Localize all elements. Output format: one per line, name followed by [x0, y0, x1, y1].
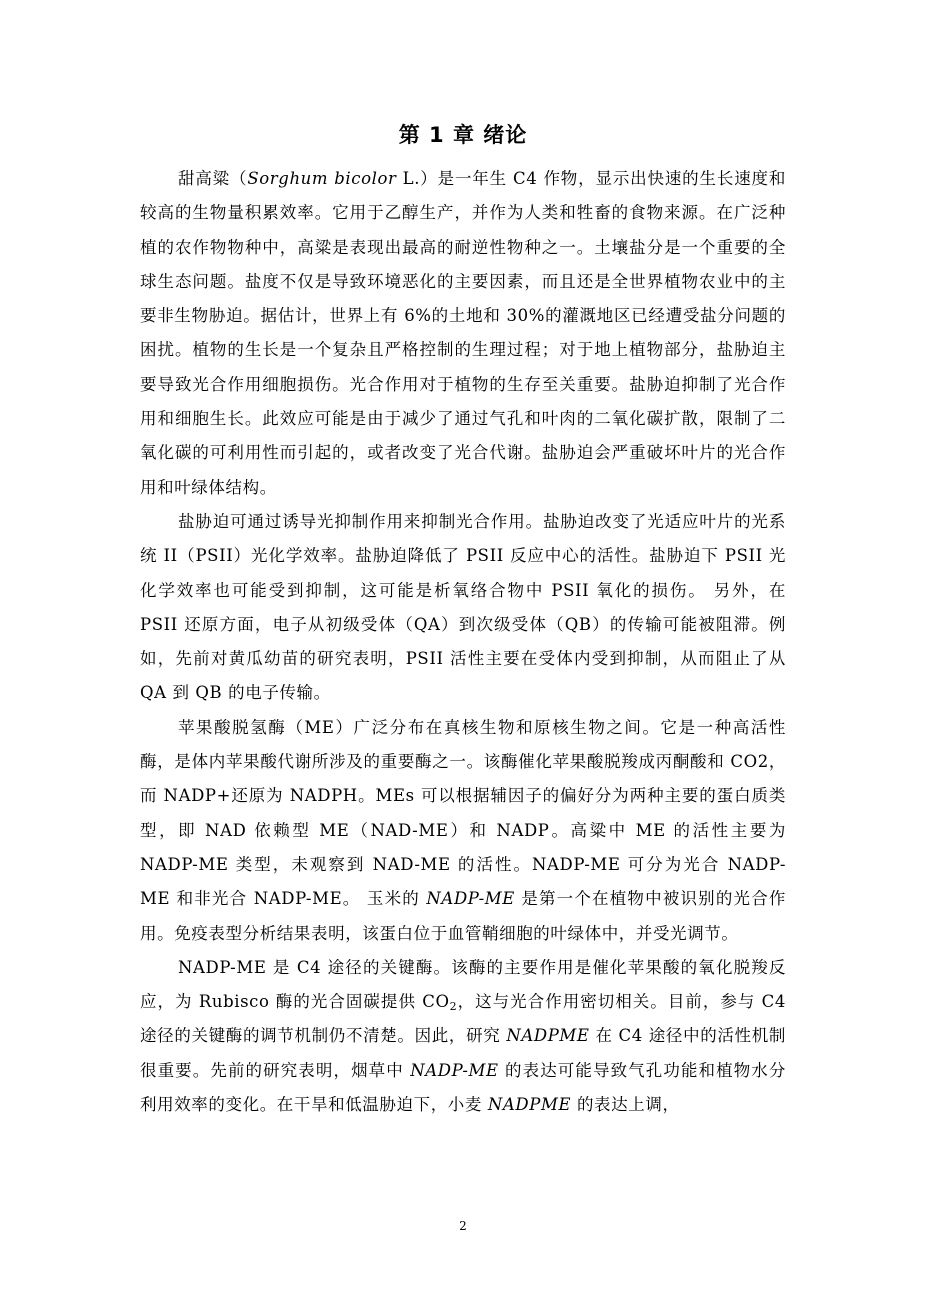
chapter-title: 第 1 章 绪论 [398, 123, 528, 147]
paragraph-3 [140, 711, 786, 951]
paragraph-4-text-d: 的表达可能导致气孔功能和植物水分利用效率的变化。在干旱和低温胁迫下，小麦 [140, 1060, 786, 1115]
paragraph-1 [140, 162, 786, 505]
paragraph-2-text: 盐胁迫可通过诱导光抑制作用来抑制光合作用。盐胁迫改变了光适应叶片的光系统 II（PSII）光化学效率。盐胁迫降低了 PSII 反应中心的活性。盐胁迫下 PSII 光化学效率也可能受到抑制，这可能是析氧络合物中 PSII 氧化的损伤。 另外，在 PSII 还原方面，电子从初级受体（QA）到次级受体（QB）的传输可能被阻滞。例如，先前对黄瓜幼苗的研究表明，PSII 活性主要在受体内受到抑制，从而阻止了从 QA 到 QB 的电子传输。 [140, 511, 786, 703]
species-name: Sorghum bicolor [247, 169, 397, 188]
gene-name: NADPME [506, 1026, 590, 1046]
paragraph-4-text-a: NADP-ME 是 C4 途径的关键酶。该酶的主要作用是催化苹果酸的氧化脱羧反应，为 Rubisco 酶的光合固碳提供 CO [140, 957, 786, 1012]
paragraph-1-text-a: 甜高粱（ [178, 169, 248, 188]
paragraph-3-text-a: 苹果酸脱氢酶（ME）广泛分布在真核生物和原核生物之间。它是一种高活性酶，是体内苹果酸代谢所涉及的重要酶之一。该酶催化苹果酸脱羧成丙酮酸和 CO2，而 NADP+还原为 NADPH。MEs 可以根据辅因子的偏好分为两种主要的蛋白质类型，即 NAD 依赖型 ME（NAD-ME）和 NADP。高粱中 ME 的活性主要为 NADP-ME 类型，未观察到 NAD-ME 的活性。NADP-ME 可分为光合 NADP-ME 和非光合 NADP-ME。 玉米的 [140, 717, 786, 909]
paragraph-4-text-b: ，这与光合作用密切相关。目前，参与 C4 途径的关键酶的调节机制仍不清楚。因此，研究 [140, 992, 786, 1046]
paragraph-2 [140, 505, 786, 711]
gene-name: NADP-ME [426, 889, 515, 909]
body-text [140, 162, 786, 1122]
gene-name: NADP-ME [410, 1060, 499, 1080]
paragraph-1-text-b: L.）是一年生 C4 作物，显示出快速的生长速度和较高的生物量积累效率。它用于乙醇生产，并作为人类和牲畜的食物来源。在广泛种植的农作物物种中，高粱是表现出最高的耐逆性物种之一。土壤盐分是一个重要的全球生态问题。盐度不仅是导致环境恶化的主要因素，而且还是全世界植物农业中的主要非生物胁迫。据估计，世界上有 6%的土地和 30%的灌溉地区已经遭受盐分问题的困扰。植物的生长是一个复杂且严格控制的生理过程；对于地上植物部分，盐胁迫主要导致光合作用细胞损伤。光合作用对于植物的生存至关重要。盐胁迫抑制了光合作用和细胞生长。此效应可能是由于减少了通过气孔和叶肉的二氧化碳扩散，限制了二氧化碳的可利用性而引起的，或者改变了光合代谢。盐胁迫会严重破坏叶片的光合作用和叶绿体结构。 [140, 169, 786, 497]
page-number: 2 [459, 1219, 467, 1233]
paragraph-3-text-b: 是第一个在植物中被识别的光合作用。免疫表型分析结果表明，该蛋白位于血管鞘细胞的叶绿体中，并受光调节。 [140, 889, 786, 943]
paragraph-4-text-c: 在 C4 途径中的活性机制很重要。先前的研究表明，烟草中 [140, 1026, 786, 1080]
paragraph-4-text-e: 的表达上调， [571, 1095, 680, 1115]
gene-name: NADPME [487, 1095, 572, 1115]
subscript: 2 [449, 1000, 458, 1014]
paragraph-4 [140, 951, 786, 1122]
